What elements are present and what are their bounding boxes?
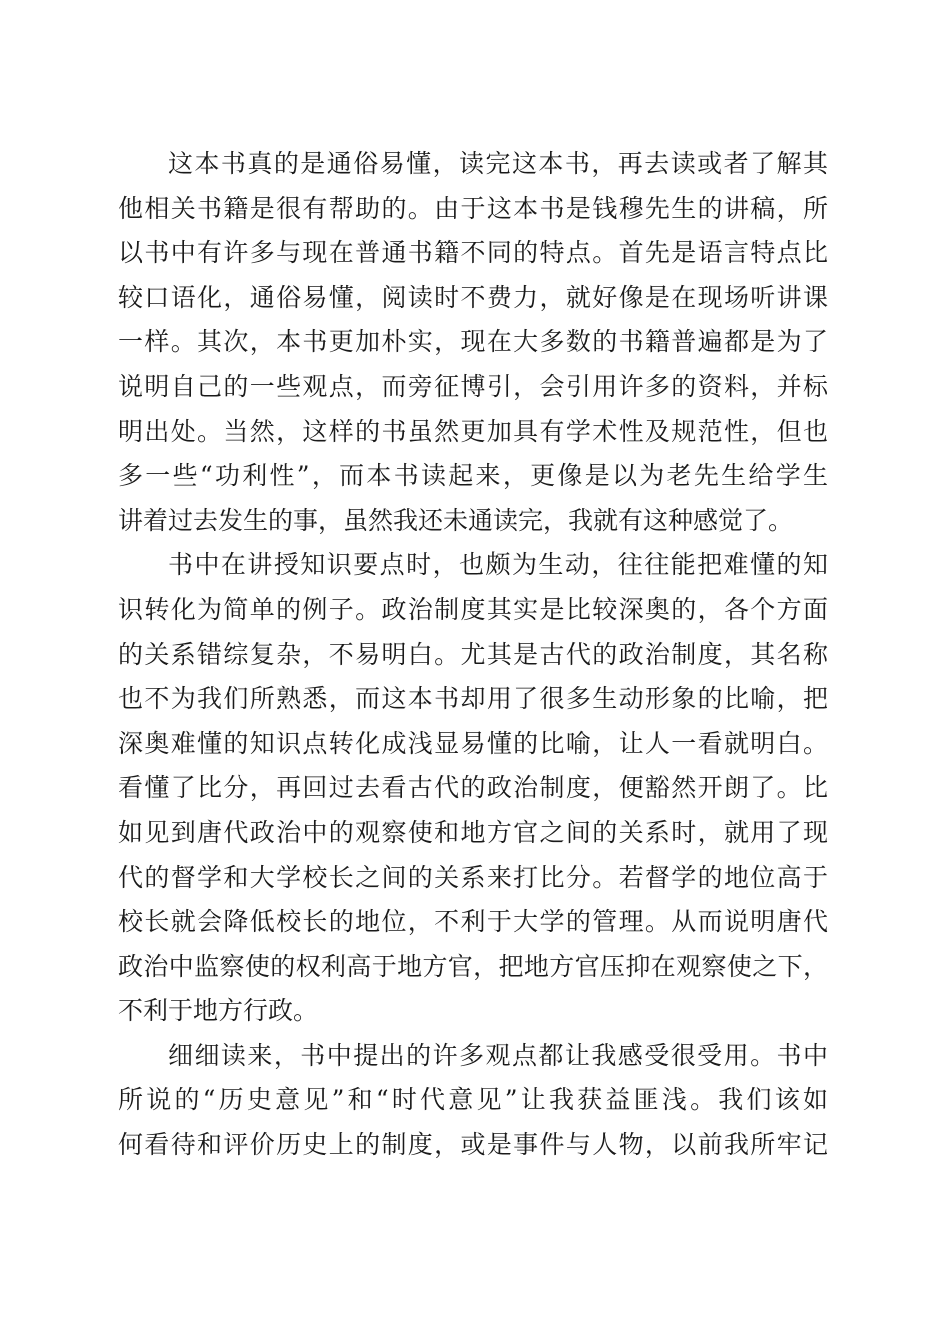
paragraph-3 bbox=[118, 1034, 828, 1168]
text-line: 这本书真的是通俗易懂，读完这本书，再去读或者了解其 bbox=[168, 149, 828, 178]
text-line: 较口语化，通俗易懂，阅读时不费力，就好像是在现场听讲课 bbox=[118, 282, 828, 312]
text-line: 所说的“历史意见”和“时代意见”让我获益匪浅。我们该如 bbox=[118, 1085, 828, 1115]
text-line: 说明自己的一些观点，而旁征博引，会引用许多的资料，并标 bbox=[118, 371, 828, 401]
text-line: 多一些“功利性”，而本书读起来，更像是以为老先生给学生 bbox=[118, 461, 828, 491]
text-line: 如见到唐代政治中的观察使和地方官之间的关系时，就用了现 bbox=[118, 817, 828, 847]
paragraph-1 bbox=[118, 142, 828, 543]
text-line: 明出处。当然，这样的书虽然更加具有学术性及规范性，但也 bbox=[118, 416, 828, 446]
text-line: 校长就会降低校长的地位，不利于大学的管理。从而说明唐代 bbox=[118, 907, 828, 937]
text-line: 以书中有许多与现在普通书籍不同的特点。首先是语言特点比 bbox=[118, 238, 828, 268]
text-line: 深奥难懂的知识点转化成浅显易懂的比喻，让人一看就明白。 bbox=[118, 728, 828, 758]
text-line: 细细读来，书中提出的许多观点都让我感受很受用。书中 bbox=[168, 1040, 828, 1070]
paragraph-2 bbox=[118, 543, 828, 1034]
text-line: 也不为我们所熟悉，而这本书却用了很多生动形象的比喻，把 bbox=[118, 684, 828, 714]
text-line: 讲着过去发生的事，虽然我还未通读完，我就有这种感觉了。 bbox=[118, 505, 794, 535]
text-line: 代的督学和大学校长之间的关系来打比分。若督学的地位高于 bbox=[118, 862, 828, 892]
text-line: 不利于地方行政。 bbox=[118, 996, 319, 1026]
text-line: 看懂了比分，再回过去看古代的政治制度，便豁然开朗了。比 bbox=[118, 773, 828, 803]
document-body bbox=[118, 142, 828, 1168]
text-line: 一样。其次，本书更加朴实，现在大多数的书籍普遍都是为了 bbox=[118, 327, 828, 357]
text-line: 政治中监察使的权利高于地方官，把地方官压抑在观察使之下， bbox=[118, 951, 828, 981]
text-line: 书中在讲授知识要点时，也颇为生动，往往能把难懂的知 bbox=[168, 550, 828, 580]
text-line: 识转化为简单的例子。政治制度其实是比较深奥的，各个方面 bbox=[118, 594, 828, 624]
text-line: 的关系错综复杂，不易明白。尤其是古代的政治制度，其名称 bbox=[118, 639, 828, 669]
text-line: 他相关书籍是很有帮助的。由于这本书是钱穆先生的讲稿，所 bbox=[118, 193, 828, 223]
text-line: 何看待和评价历史上的制度，或是事件与人物，以前我所牢记 bbox=[118, 1130, 828, 1160]
